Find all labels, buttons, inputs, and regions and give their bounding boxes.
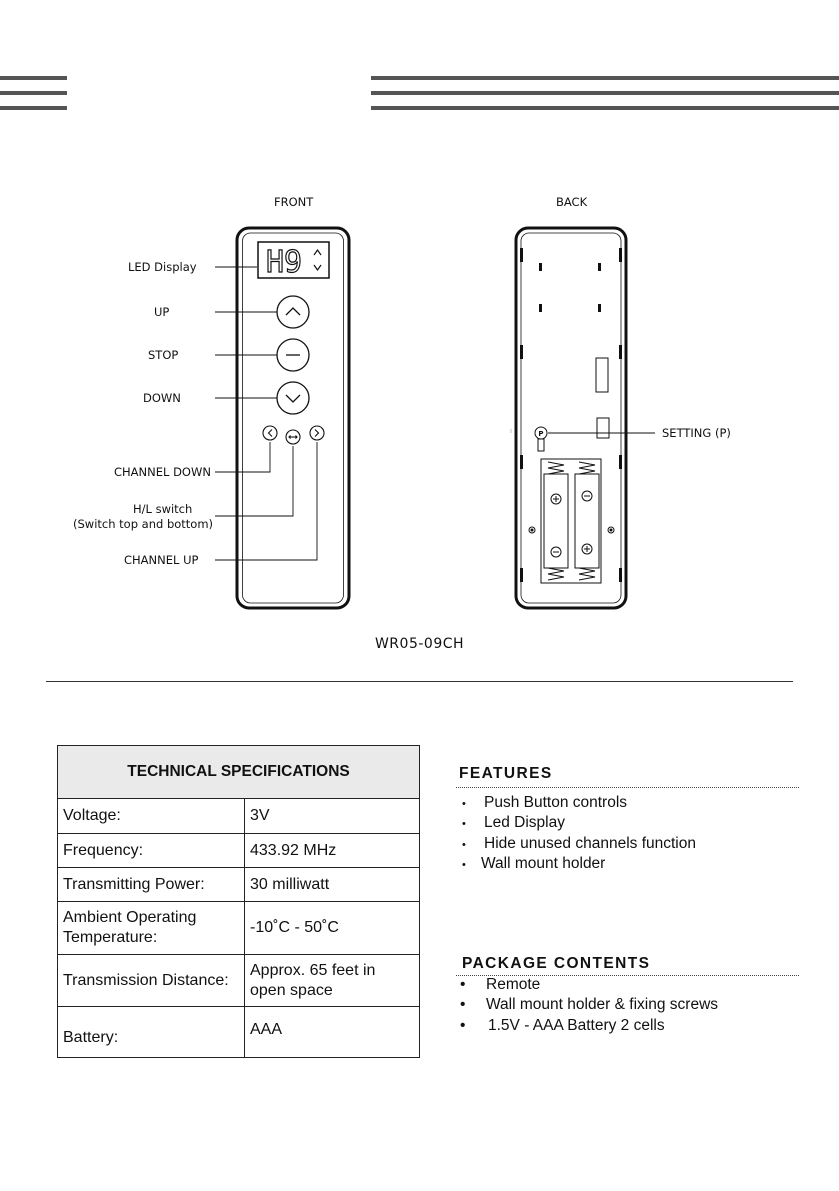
section-divider — [46, 681, 793, 682]
callout-stop: STOP — [148, 348, 179, 362]
package-contents-list — [460, 975, 718, 1036]
stop-button — [277, 339, 309, 371]
chevron-right-icon — [315, 430, 319, 437]
chevron-left-icon — [269, 430, 273, 437]
spec-value: 433.92 MHz — [245, 834, 420, 868]
package-contents-title: PACKAGE CONTENTS — [462, 955, 651, 972]
list-item: • Led Display — [462, 814, 565, 832]
setting-p-glyph: P — [538, 430, 544, 438]
spec-header-row — [58, 746, 420, 799]
up-button — [277, 296, 309, 328]
display-arrows-icon — [314, 250, 321, 270]
front-view-label: FRONT — [274, 195, 314, 209]
list-item: • Push Button controls — [462, 794, 628, 811]
back-view-label: BACK — [556, 195, 588, 209]
spec-value: AAA — [245, 1007, 420, 1058]
list-item: • Wall mount holder & fixing screws — [460, 996, 719, 1014]
table-row — [58, 799, 420, 834]
hl-switch-button — [286, 430, 300, 444]
callout-led-display: LED Display — [128, 260, 197, 274]
callout-channel-down: CHANNEL DOWN — [114, 465, 211, 479]
channel-down-button — [263, 426, 277, 440]
spec-value: 3V — [245, 799, 420, 834]
spec-value-line1: Approx. 65 feet in — [250, 961, 376, 979]
table-row — [58, 868, 420, 902]
list-item: • Remote — [460, 976, 541, 993]
model-number: WR05-09CH — [374, 636, 465, 652]
callout-hl-switch: H/L switch — [133, 502, 193, 516]
callout-up: UP — [154, 305, 170, 319]
specifications-table — [57, 745, 420, 1058]
callout-channel-up: CHANNEL UP — [124, 553, 199, 567]
list-item: • Wall mount holder — [462, 854, 606, 872]
battery-compartment — [541, 459, 601, 583]
spec-key: Transmitting Power: — [58, 868, 245, 902]
display-digits: H9 — [266, 245, 303, 280]
table-row — [58, 834, 420, 868]
spec-key-line2: Temperature: — [63, 929, 158, 946]
spec-key-line1: Ambient Operating — [63, 909, 197, 926]
spec-key: Battery: — [58, 1007, 245, 1058]
features-list — [462, 793, 696, 874]
list-item: • 1.5V - AAA Battery 2 cells — [460, 1016, 665, 1034]
spec-key: Voltage: — [58, 799, 245, 834]
spec-value: -10˚C - 50˚C — [245, 902, 420, 955]
spec-value: 30 milliwatt — [245, 868, 420, 902]
spec-table-title: TECHNICAL SPECIFICATIONS — [58, 746, 420, 799]
chevron-down-icon — [286, 395, 300, 402]
table-row — [58, 955, 420, 1007]
spec-key: Transmission Distance: — [58, 955, 245, 1007]
down-button — [277, 382, 309, 414]
chevron-up-icon — [286, 308, 300, 315]
features-divider — [456, 787, 799, 788]
spec-value-line2: open space — [250, 981, 333, 999]
table-row — [58, 902, 420, 955]
callout-down: DOWN — [143, 391, 181, 405]
battery-polarity-icons — [551, 491, 592, 557]
callout-hl-switch-note: (Switch top and bottom) — [73, 517, 214, 531]
spec-key — [58, 902, 245, 955]
spec-value — [245, 955, 420, 1007]
callout-setting: SETTING (P) — [662, 426, 731, 440]
features-title: FEATURES — [459, 765, 553, 782]
spec-key: Frequency: — [58, 834, 245, 868]
table-row — [58, 1007, 420, 1058]
back-clips — [520, 248, 622, 582]
channel-up-button — [310, 426, 324, 440]
front-leader-lines — [215, 267, 317, 560]
front-remote — [237, 228, 349, 608]
list-item: • Hide unused channels function — [462, 834, 696, 852]
back-slots — [596, 358, 609, 438]
